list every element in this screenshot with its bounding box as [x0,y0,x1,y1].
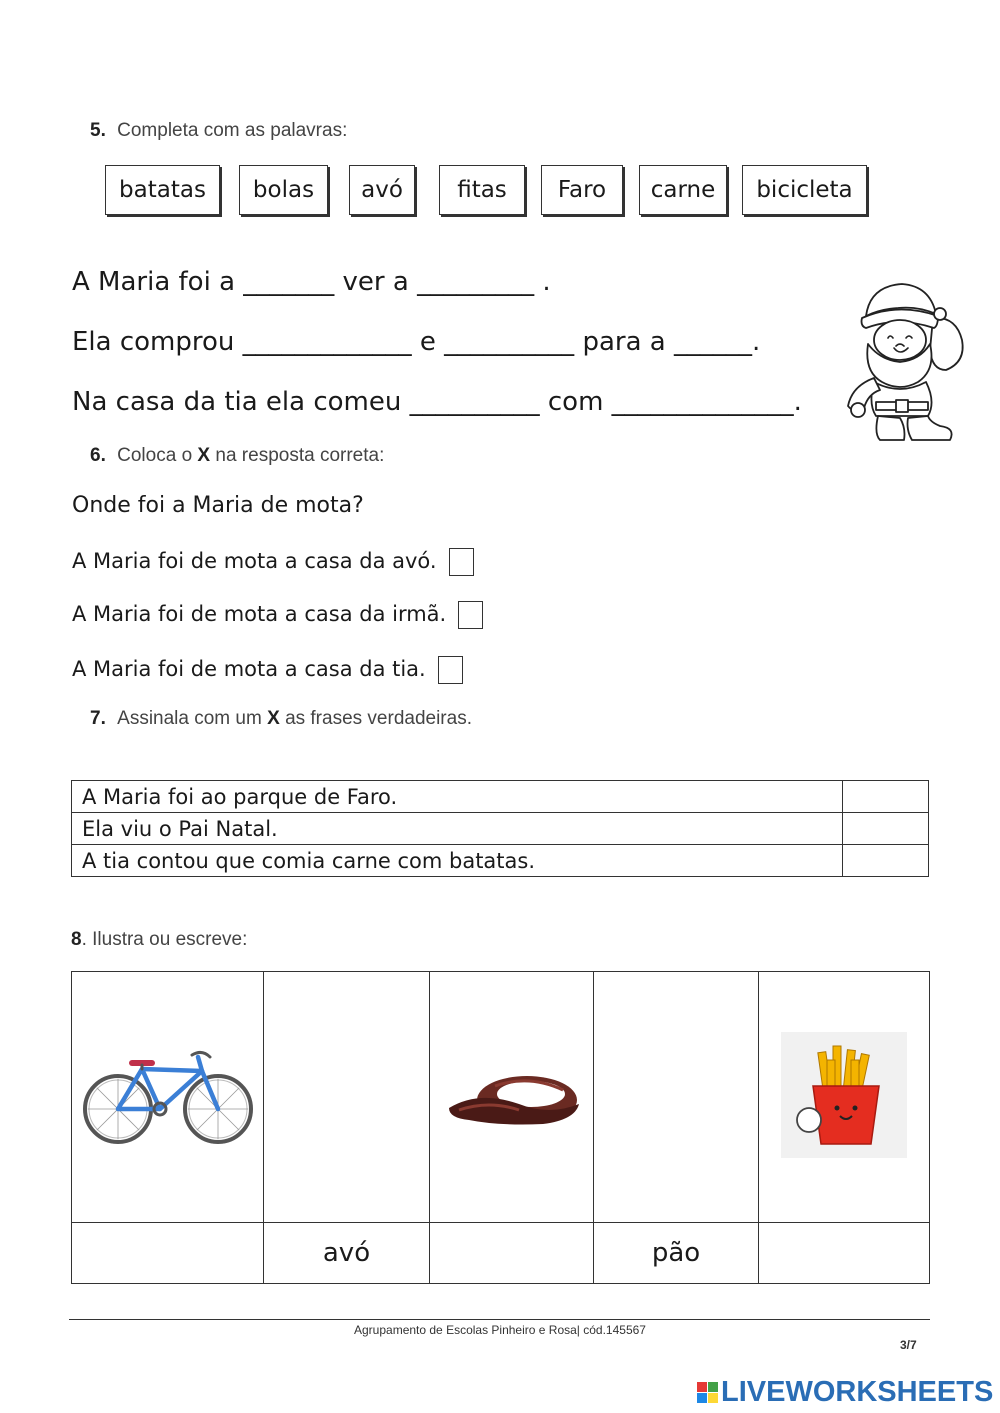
q8-heading [71,929,247,951]
fill-sentence-2[interactable]: Ela comprou _____________ e __________ para a ______. [72,327,761,357]
word-cell[interactable] [759,1223,930,1284]
statement-cell: A tia contou que comia carne com batatas. [72,845,843,877]
illustrate-table [71,971,930,1284]
french-fries-icon [781,1032,907,1158]
q7-instruction-pre: Assinala com um [117,708,262,729]
q6-number: 6. [90,445,106,466]
liveworksheets-logo-icon [697,1382,718,1403]
words-row [72,1223,930,1284]
picture-cell[interactable] [264,972,430,1223]
answer-checkbox[interactable] [438,656,463,684]
liveworksheets-brand[interactable] [697,1376,993,1409]
q6-instruction-x: X [197,445,211,466]
word-bank-item[interactable]: batatas [105,165,220,215]
picture-cell [72,972,264,1223]
answer-checkbox[interactable] [449,548,474,576]
q8-number: 8 [71,929,82,950]
word-bank-item[interactable]: Faro [541,165,623,215]
statement-cell: A Maria foi ao parque de Faro. [72,781,843,813]
word-cell: pão [594,1223,759,1284]
q6-option-text: A Maria foi de mota a casa da avó. [72,549,437,573]
answer-cell[interactable] [843,845,929,877]
q5-number: 5. [90,120,106,141]
q5-instruction: Completa com as palavras: [117,120,348,141]
answer-checkbox[interactable] [458,601,483,629]
word-bank-item[interactable]: fitas [439,165,525,215]
q8-instruction: . Ilustra ou escreve: [81,929,248,950]
q6-option-text: A Maria foi de mota a casa da tia. [72,657,426,681]
santa-claus-illustration [838,278,968,446]
word-bank-item[interactable]: carne [639,165,727,215]
fill-sentence-3[interactable]: Na casa da tia ela comeu __________ com ______________. [72,387,802,417]
q6-question: Onde foi a Maria de mota? [72,493,364,518]
q6-option [72,656,463,684]
table-row [72,813,929,845]
answer-cell[interactable] [843,813,929,845]
q7-instruction-x: X [267,708,280,729]
word-cell[interactable] [430,1223,594,1284]
q7-heading [90,708,472,730]
word-bank-item[interactable]: bolas [239,165,328,215]
picture-cell [430,972,594,1223]
picture-row [72,972,930,1223]
fill-sentence-1[interactable]: A Maria foi a _______ ver a _________ . [72,267,551,297]
word-cell[interactable] [72,1223,264,1284]
picture-cell[interactable] [594,972,759,1223]
footer-divider [69,1319,930,1320]
q7-instruction-post: as frases verdadeiras. [285,708,472,729]
picture-cell [759,972,930,1223]
footer-school: Agrupamento de Escolas Pinheiro e Rosa| cód.145567 [354,1323,646,1337]
bicycle-icon [80,1043,256,1147]
sausage-icon [439,1060,585,1130]
word-bank-item[interactable]: bicicleta [742,165,867,215]
table-row [72,781,929,813]
q6-heading [90,445,384,467]
q6-option [72,548,474,576]
q5-heading [90,120,347,142]
q7-number: 7. [90,708,106,729]
true-false-table [71,780,929,877]
page-number: 3/7 [900,1338,917,1352]
brand-text: LIVEWORKSHEETS [721,1376,994,1408]
q6-option [72,601,483,629]
q6-option-text: A Maria foi de mota a casa da irmã. [72,602,447,626]
word-cell: avó [264,1223,430,1284]
table-row [72,845,929,877]
word-bank-item[interactable]: avó [349,165,415,215]
statement-cell: Ela viu o Pai Natal. [72,813,843,845]
q6-instruction-post: na resposta correta: [215,445,385,466]
q6-instruction-pre: Coloca o [117,445,193,466]
answer-cell[interactable] [843,781,929,813]
